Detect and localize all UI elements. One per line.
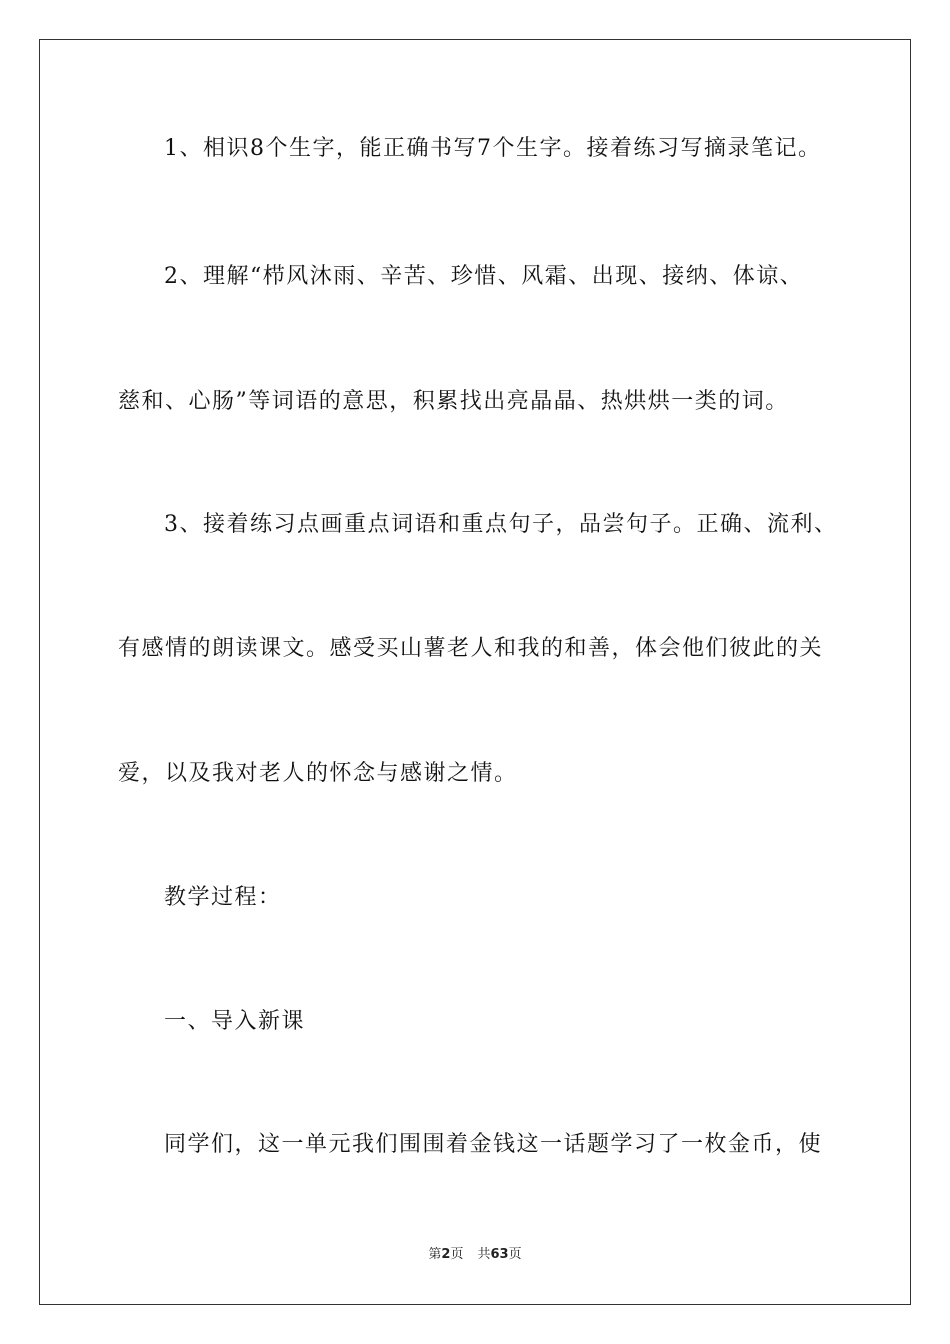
heading-section-1: 一、导入新课 [164, 1009, 306, 1034]
objective-3-line-1: 3、接着练习点画重点词语和重点句子，品尝句子。正确、流利、 [164, 512, 838, 537]
page-border [39, 39, 911, 1305]
intro-paragraph-line-1: 同学们，这一单元我们围围着金钱这一话题学习了一枚金币，使 [164, 1132, 823, 1157]
heading-teaching-process: 教学过程： [164, 885, 282, 910]
page-footer [0, 1247, 950, 1263]
objective-1: 1、相识8个生字，能正确书写7个生字。接着练习写摘录笔记。 [164, 136, 822, 161]
footer-suffix: 页 [508, 1247, 522, 1262]
total-page-number: 63 [490, 1247, 509, 1262]
footer-prefix: 第 [428, 1247, 442, 1262]
objective-3-line-2: 有感情的朗读课文。感受买山薯老人和我的和善，体会他们彼此的关 [118, 636, 824, 661]
objective-2-line-1: 2、理解“栉风沐雨、辛苦、珍惜、风霜、出现、接纳、体谅、 [164, 264, 804, 289]
objective-3-line-3: 爱，以及我对老人的怀念与感谢之情。 [118, 761, 518, 786]
footer-page-label: 页 [450, 1247, 464, 1262]
current-page-number: 2 [441, 1247, 451, 1262]
footer-total-prefix: 共 [477, 1247, 491, 1262]
objective-2-line-2: 慈和、心肠”等词语的意思，积累找出亮晶晶、热烘烘一类的词。 [118, 389, 789, 414]
